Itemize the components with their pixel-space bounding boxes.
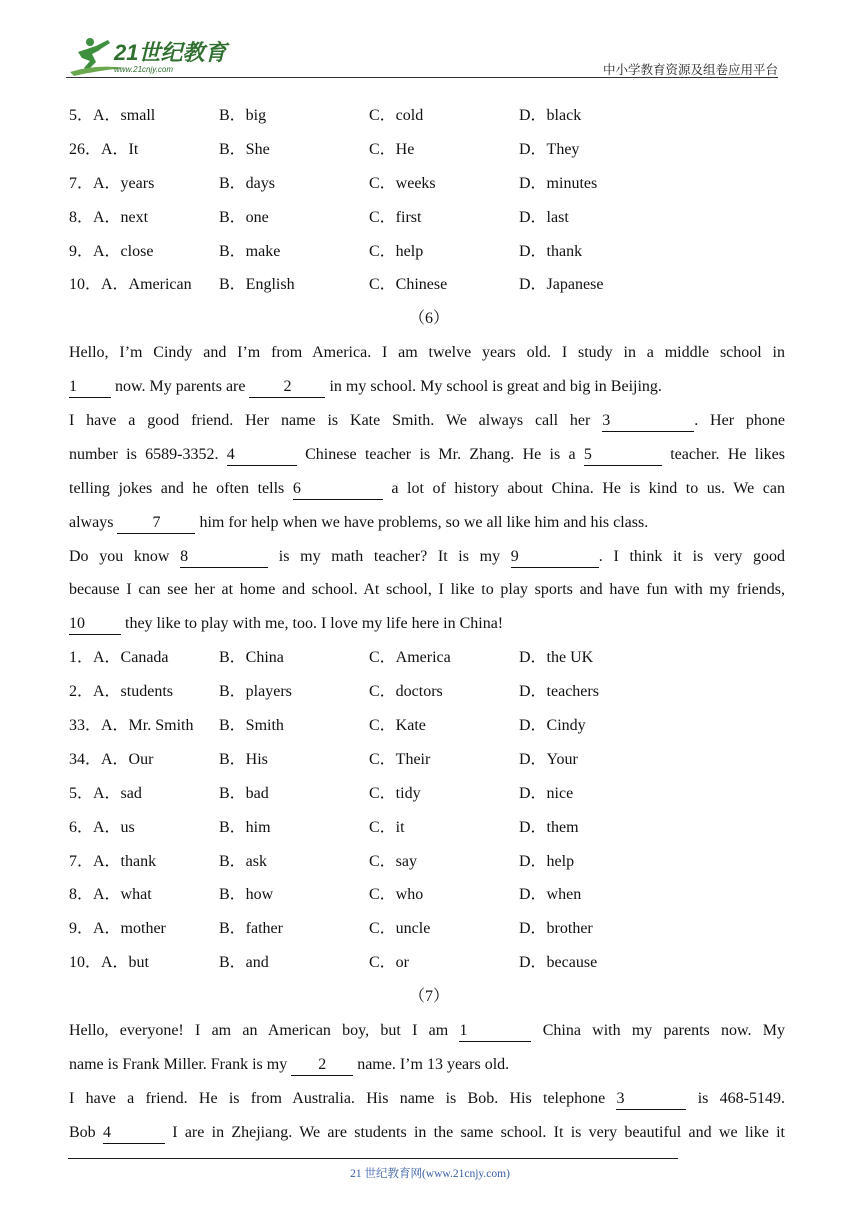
- document-body: [69, 99, 785, 1150]
- option-b: B．Smith: [219, 717, 284, 735]
- option-b: B．players: [219, 683, 292, 701]
- option-row: [69, 743, 785, 777]
- option-d: D．thank: [519, 242, 583, 260]
- option-b: B．him: [219, 818, 271, 836]
- option-c: C．doctors: [369, 683, 443, 701]
- blank: 2: [249, 377, 325, 398]
- footer-divider: [68, 1158, 678, 1159]
- option-row: [69, 845, 785, 879]
- passage-line: telling jokes and he often tells 6 a lot of history about China. He is kind to us. We can: [69, 472, 785, 506]
- option-b: B．She: [219, 140, 270, 158]
- option-row: [69, 675, 785, 709]
- option-row: [69, 777, 785, 811]
- option-row: [69, 133, 785, 167]
- option-d: D．the UK: [519, 649, 594, 667]
- option-d: D．brother: [519, 920, 593, 938]
- option-b: B．big: [219, 107, 267, 124]
- option-row: [69, 268, 785, 302]
- option-c: C．or: [369, 954, 410, 972]
- passage-line: name is Frank Miller. Frank is my 2 name. I’m 13 years old.: [69, 1048, 785, 1082]
- option-c: C．weeks: [369, 174, 436, 192]
- option-row: [69, 912, 785, 946]
- option-d: D．minutes: [519, 174, 598, 192]
- option-row: [69, 235, 785, 269]
- passage-line: 10 they like to play with me, too. I love my life here in China!: [69, 607, 785, 641]
- option-a: 7．A．thank: [69, 852, 157, 870]
- blank: 10: [69, 614, 121, 635]
- blank: 3: [602, 411, 694, 432]
- option-d: D．when: [519, 886, 582, 904]
- option-b: B．China: [219, 649, 284, 667]
- option-row: [69, 946, 785, 980]
- logo-text: 21世纪教育: [114, 40, 227, 65]
- option-a: 9．A．mother: [69, 920, 166, 938]
- options-list-set6: [69, 641, 785, 980]
- option-row: [69, 99, 785, 133]
- option-row: [69, 811, 785, 845]
- passage-line: Bob 4 I are in Zhejiang. We are students in the same school. It is very beautiful and we like it: [69, 1116, 785, 1150]
- option-c: C．Kate: [369, 717, 426, 735]
- option-b: B．make: [219, 242, 281, 260]
- option-a: 10．A．American: [69, 276, 192, 294]
- blank: 1: [69, 377, 111, 398]
- option-c: C．help: [369, 242, 424, 260]
- options-list-set5: [69, 99, 785, 302]
- option-d: D．teachers: [519, 683, 599, 701]
- option-c: C．say: [369, 852, 418, 870]
- option-b: B．and: [219, 954, 269, 972]
- passage-7: [69, 1014, 785, 1150]
- page-header: [66, 34, 778, 78]
- option-b: B．ask: [219, 852, 268, 870]
- option-row: [69, 167, 785, 201]
- section-title: （7）: [408, 988, 449, 1006]
- option-d: D．last: [519, 208, 569, 226]
- option-b: B．bad: [219, 784, 269, 802]
- option-a: 9．A．close: [69, 242, 154, 260]
- option-c: C．uncle: [369, 920, 431, 938]
- passage-line: I have a good friend. Her name is Kate Smith. We always call her 3 . Her phone: [69, 404, 785, 438]
- option-a: 6．A．us: [69, 818, 135, 836]
- option-row: [69, 641, 785, 675]
- option-a: 1．A．Canada: [69, 649, 169, 667]
- passage-line: Do you know 8 is my math teacher? It is my 9 . I think it is very good: [69, 540, 785, 574]
- option-a: 5．A．sad: [69, 784, 142, 802]
- blank: 8: [180, 547, 268, 568]
- option-c: C．Chinese: [369, 276, 448, 294]
- option-d: D．because: [519, 954, 598, 972]
- option-b: B．His: [219, 750, 268, 768]
- option-c: C．tidy: [369, 784, 421, 802]
- option-a: 2．A．students: [69, 683, 174, 701]
- option-row: [69, 201, 785, 235]
- option-a: 33．A．Mr. Smith: [69, 717, 194, 735]
- blank: 2: [291, 1055, 353, 1076]
- option-a: 8．A．what: [69, 886, 152, 904]
- passage-line: Hello, everyone! I am an American boy, but I am 1 China with my parents now. My: [69, 1014, 785, 1048]
- passage-line: always 7 him for help when we have problems, so we all like him and his class.: [69, 506, 785, 540]
- option-a: 7．A．years: [69, 174, 155, 192]
- option-c: C．who: [369, 886, 424, 904]
- option-b: B．English: [219, 276, 295, 294]
- page-footer: 21 世纪教育网(www.21cnjy.com): [350, 1168, 510, 1180]
- blank: 7: [117, 513, 195, 534]
- blank: 4: [103, 1123, 165, 1144]
- option-c: C．it: [369, 818, 405, 836]
- passage-line: Hello, I’m Cindy and I’m from America. I am twelve years old. I study in a middle school in: [69, 344, 785, 362]
- blank: 6: [293, 479, 383, 500]
- option-d: D．Your: [519, 750, 578, 768]
- option-c: C．America: [369, 649, 451, 667]
- logo-url: www.21cnjy.com: [114, 65, 173, 74]
- option-d: D．them: [519, 818, 579, 836]
- section-title: （6）: [408, 310, 449, 328]
- option-b: B．one: [219, 208, 269, 226]
- option-a: 26．A．It: [69, 140, 139, 158]
- option-b: B．how: [219, 886, 274, 904]
- passage-line: I have a friend. He is from Australia. His name is Bob. His telephone 3 is 468-5149.: [69, 1082, 785, 1116]
- option-row: [69, 709, 785, 743]
- blank: 9: [511, 547, 599, 568]
- option-row: [69, 878, 785, 912]
- option-d: D．black: [519, 107, 582, 124]
- option-b: B．father: [219, 920, 283, 938]
- option-a: 10．A．but: [69, 954, 150, 972]
- option-b: B．days: [219, 174, 276, 192]
- passage-line: 1 now. My parents are 2 in my school. My school is great and big in Beijing.: [69, 370, 785, 404]
- option-c: C．first: [369, 208, 422, 226]
- passage-6: [69, 336, 785, 641]
- option-d: D．nice: [519, 784, 574, 802]
- blank: 5: [584, 445, 662, 466]
- header-divider: [66, 77, 778, 78]
- option-d: D．Japanese: [519, 276, 604, 294]
- passage-line: because I can see her at home and school. At school, I like to play sports and have fun with my friends,: [69, 581, 785, 599]
- option-c: C．Their: [369, 750, 431, 768]
- blank: 3: [616, 1089, 686, 1110]
- passage-line: number is 6589-3352. 4 Chinese teacher is Mr. Zhang. He is a 5 teacher. He likes: [69, 438, 785, 472]
- option-a: 5．A．small: [69, 107, 156, 124]
- option-c: C．He: [369, 140, 415, 158]
- option-a: 34．A．Our: [69, 750, 154, 768]
- blank: 1: [459, 1021, 531, 1042]
- option-a: 8．A．next: [69, 208, 149, 226]
- platform-name: 中小学教育资源及组卷应用平台: [602, 62, 778, 77]
- logo-21cnjy: [66, 34, 236, 78]
- option-c: C．cold: [369, 107, 424, 124]
- option-d: D．help: [519, 852, 575, 870]
- blank: 4: [227, 445, 297, 466]
- option-d: D．Cindy: [519, 717, 586, 735]
- option-d: D．They: [519, 140, 580, 158]
